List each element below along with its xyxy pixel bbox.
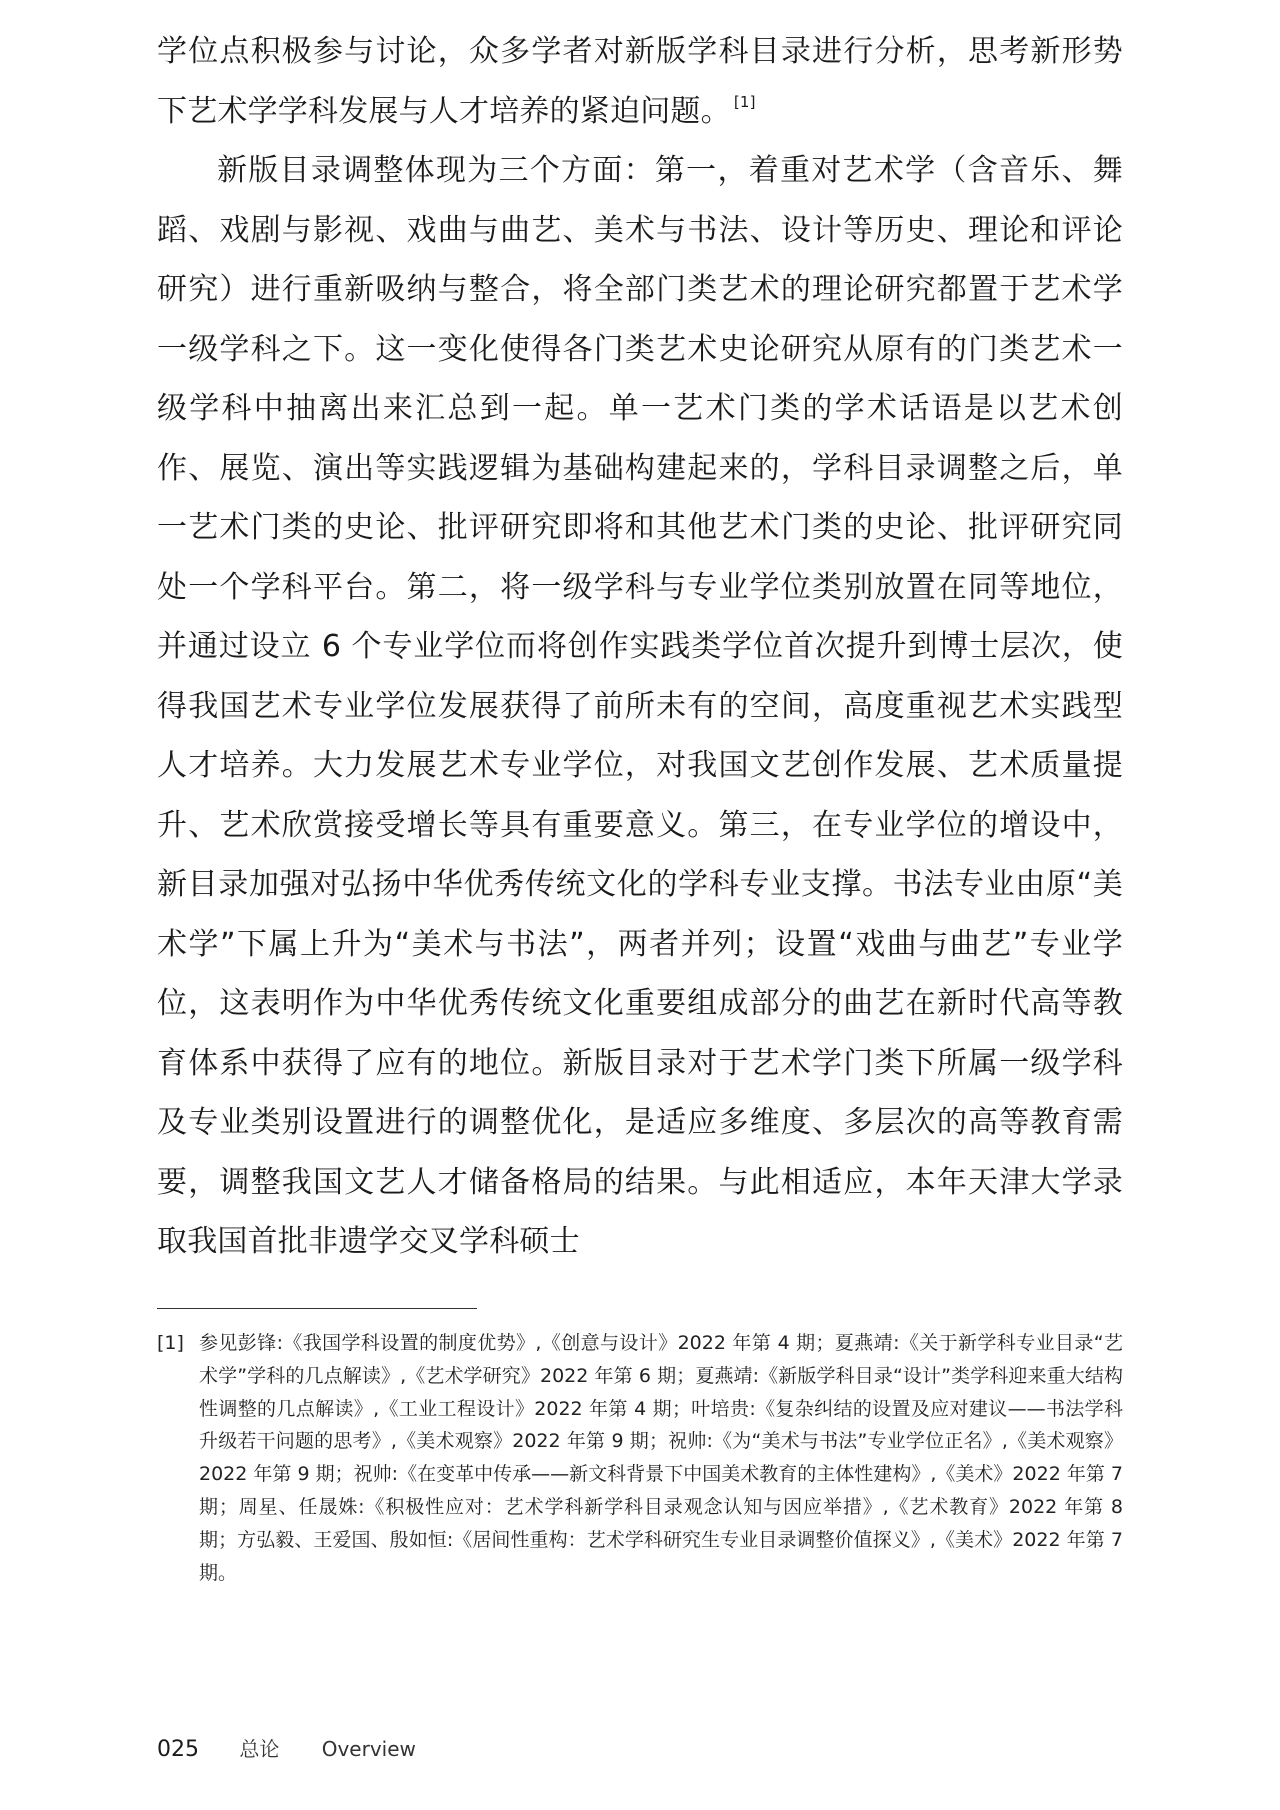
paragraph-1	[157, 22, 1123, 141]
footnote	[157, 1327, 1123, 1589]
main-body-text	[157, 22, 1123, 1272]
footnote-text: 参见彭锋:《我国学科设置的制度优势》,《创意与设计》2022 年第 4 期；夏燕靖:《关于新学科专业目录“艺术学”学科的几点解读》,《艺术学研究》2022 年第 6 期；夏燕靖:《新版学科目录“设计”类学科迎来重大结构性调整的几点解读》,《工业工程设计》2022 年第 4 期；叶培贵:《复杂纠结的设置及应对建议——书法学科升级若干问题的思考》,《美术观察》2022 年第 9 期；祝帅:《为“美术与书法”专业学位正名》,《美术观察》2022 年第 9 期；祝帅:《在变革中传承——新文科背景下中国美术教育的主体性建构》,《美术》2022 年第 7 期；周星、任晟姝:《积极性应对：艺术学科新学科目录观念认知与因应举措》,《艺术教育》2022 年第 8 期；方弘毅、王爱国、殷如恒:《居间性重构：艺术学科研究生专业目录调整价值探义》,《美术》2022 年第 7 期。	[199, 1332, 1123, 1584]
paragraph-1-text: 学位点积极参与讨论，众多学者对新版学科目录进行分析，思考新形势下艺术学学科发展与人才培养的紧迫问题。	[157, 34, 1123, 129]
section-title-chinese: 总论	[239, 1737, 280, 1761]
paragraph-2: 新版目录调整体现为三个方面：第一，着重对艺术学（含音乐、舞蹈、戏剧与影视、戏曲与曲艺、美术与书法、设计等历史、理论和评论研究）进行重新吸纳与整合，将全部门类艺术的理论研究都置于艺术学一级学科之下。这一变化使得各门类艺术史论研究从原有的门类艺术一级学科中抽离出来汇总到一起。单一艺术门类的学术话语是以艺术创作、展览、演出等实践逻辑为基础构建起来的，学科目录调整之后，单一艺术门类的史论、批评研究即将和其他艺术门类的史论、批评研究同处一个学科平台。第二，将一级学科与专业学位类别放置在同等地位，并通过设立 6 个专业学位而将创作实践类学位首次提升到博士层次，使得我国艺术专业学位发展获得了前所未有的空间，高度重视艺术实践型人才培养。大力发展艺术专业学位，对我国文艺创作发展、艺术质量提升、艺术欣赏接受增长等具有重要意义。第三，在专业学位的增设中，新目录加强对弘扬中华优秀传统文化的学科专业支撑。书法专业由原“美术学”下属上升为“美术与书法”，两者并列；设置“戏曲与曲艺”专业学位，这表明作为中华优秀传统文化重要组成部分的曲艺在新时代高等教育体系中获得了应有的地位。新版目录对于艺术学门类下所属一级学科及专业类别设置进行的调整优化，是适应多维度、多层次的高等教育需要，调整我国文艺人才储备格局的结果。与此相适应，本年天津大学录取我国首批非遗学交叉学科硕士	[157, 153, 1123, 1259]
footnote-reference[interactable]: [1]	[733, 92, 756, 111]
page-footer	[157, 1733, 416, 1762]
page-number: 025	[157, 1737, 199, 1762]
footnote-number: [1]	[157, 1332, 184, 1354]
section-title-english: Overview	[321, 1737, 416, 1761]
footnote-divider	[157, 1308, 477, 1309]
